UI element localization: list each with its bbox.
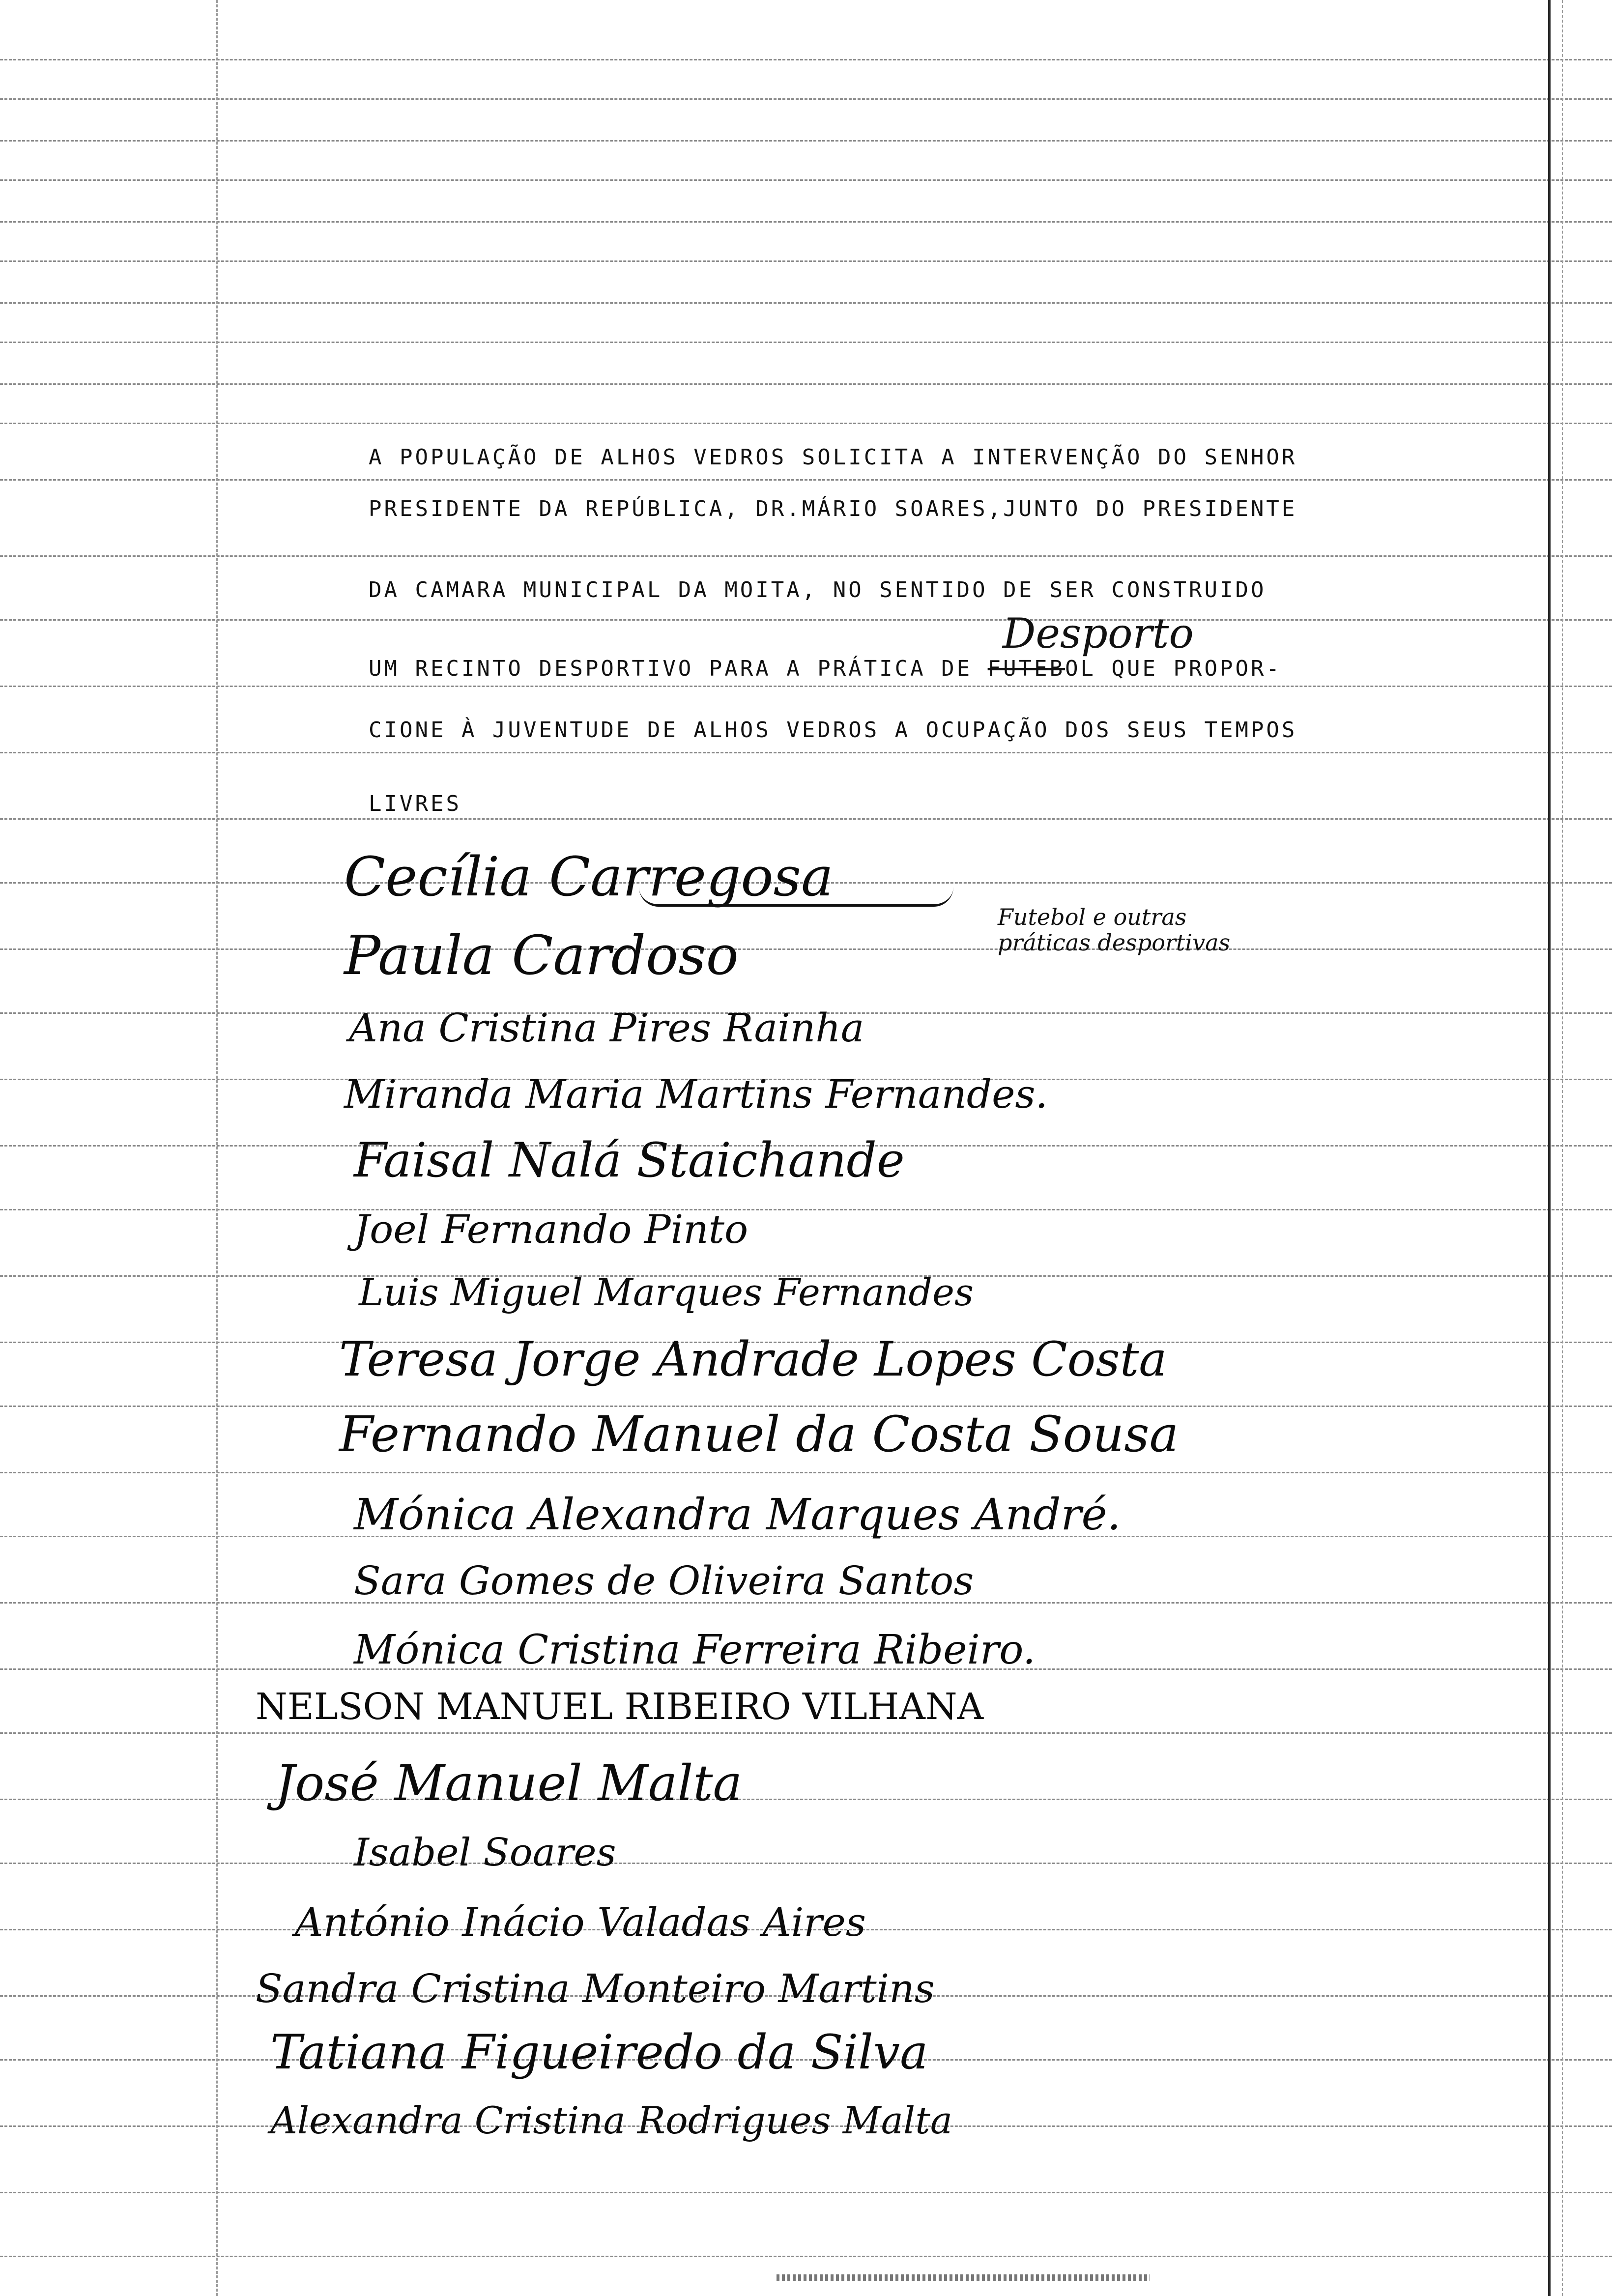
- signature: Sara Gomes de Oliveira Santos: [354, 1558, 974, 1604]
- signature-flourish: [639, 885, 953, 907]
- ruled-line: [0, 383, 1612, 385]
- ruled-line: [0, 479, 1612, 481]
- signature: Mónica Alexandra Marques André.: [354, 1489, 1121, 1540]
- ruled-line: [0, 221, 1612, 223]
- ruled-line: [0, 1799, 1612, 1800]
- petition-line-6: LIVRES: [369, 791, 461, 816]
- petition-line-3: DA CAMARA MUNICIPAL DA MOITA, NO SENTIDO DE SER CONSTRUIDO: [369, 577, 1267, 603]
- ruled-line: [0, 2192, 1612, 2193]
- signature: Miranda Maria Martins Fernandes.: [344, 1071, 1048, 1117]
- signature: Joel Fernando Pinto: [354, 1206, 748, 1252]
- right-margin-line: [1548, 0, 1551, 2296]
- signature: Alexandra Cristina Rodrigues Malta: [270, 2098, 953, 2142]
- signature: Luis Miguel Marques Fernandes: [359, 1270, 974, 1314]
- ruled-line: [0, 619, 1612, 621]
- signature: Sandra Cristina Monteiro Martins: [256, 1966, 935, 2011]
- ruled-line: [0, 818, 1612, 820]
- signature: Mónica Cristina Ferreira Ribeiro.: [354, 1627, 1036, 1673]
- signature: Cecília Carregosa: [344, 845, 834, 908]
- signature: António Inácio Valadas Aires: [295, 1899, 866, 1945]
- signature: Fernando Manuel da Costa Sousa: [339, 1406, 1179, 1463]
- ruled-line: [0, 1863, 1612, 1864]
- signature: Tatiana Figueiredo da Silva: [270, 2025, 928, 2080]
- ruled-line: [0, 98, 1612, 100]
- signature: Paula Cardoso: [344, 924, 739, 987]
- signature: Isabel Soares: [354, 1831, 616, 1875]
- ruled-line: [0, 302, 1612, 304]
- ruled-line: [0, 179, 1612, 181]
- ruled-line: [0, 2256, 1612, 2257]
- signature: Ana Cristina Pires Rainha: [349, 1005, 864, 1051]
- petition-line-1: A POPULAÇÃO DE ALHOS VEDROS SOLICITA A INTERVENÇÃO DO SENHOR: [369, 445, 1297, 470]
- ruled-line: [0, 1472, 1612, 1473]
- margin-note: [998, 904, 1230, 955]
- ruled-line: [0, 948, 1612, 950]
- petition-line-2: PRESIDENTE DA REPÚBLICA, DR.MÁRIO SOARES,JUNTO DO PRESIDENTE: [369, 496, 1297, 521]
- petition-line-4-start: UM RECINTO DESPORTIVO PARA A PRÁTICA DE: [369, 656, 988, 681]
- ruled-line: [0, 342, 1612, 343]
- petition-line-5: CIONE À JUVENTUDE DE ALHOS VEDROS A OCUPAÇÃO DOS SEUS TEMPOS: [369, 718, 1297, 743]
- signature: NELSON MANUEL RIBEIRO VILHANA: [256, 1686, 984, 1728]
- ruled-line: [0, 59, 1612, 60]
- ruled-line: [0, 423, 1612, 424]
- scan-artifact: [777, 2274, 1150, 2281]
- ruled-line: [0, 1209, 1612, 1210]
- ruled-line: [0, 686, 1612, 687]
- margin-note-line-1: Futebol e outras: [998, 904, 1187, 930]
- margin-note-line-2: práticas desportivas: [998, 929, 1231, 956]
- ruled-line: [0, 1732, 1612, 1734]
- petition-line-4-end: OL QUE PROPOR-: [1065, 656, 1282, 681]
- signature: José Manuel Malta: [275, 1754, 743, 1812]
- petition-line-4: [369, 656, 1282, 681]
- struck-word: FUTEB: [987, 656, 1065, 681]
- left-margin-line: [216, 0, 218, 2296]
- signature: Teresa Jorge Andrade Lopes Costa: [339, 1332, 1167, 1387]
- ruled-line: [0, 752, 1612, 753]
- signature: Faisal Nalá Staichande: [354, 1133, 905, 1188]
- right-margin-line-faint: [1562, 0, 1563, 2296]
- handwritten-correction: Desporto: [1003, 609, 1194, 658]
- ruled-line: [0, 140, 1612, 142]
- ruled-line: [0, 260, 1612, 262]
- ruled-line: [0, 555, 1612, 557]
